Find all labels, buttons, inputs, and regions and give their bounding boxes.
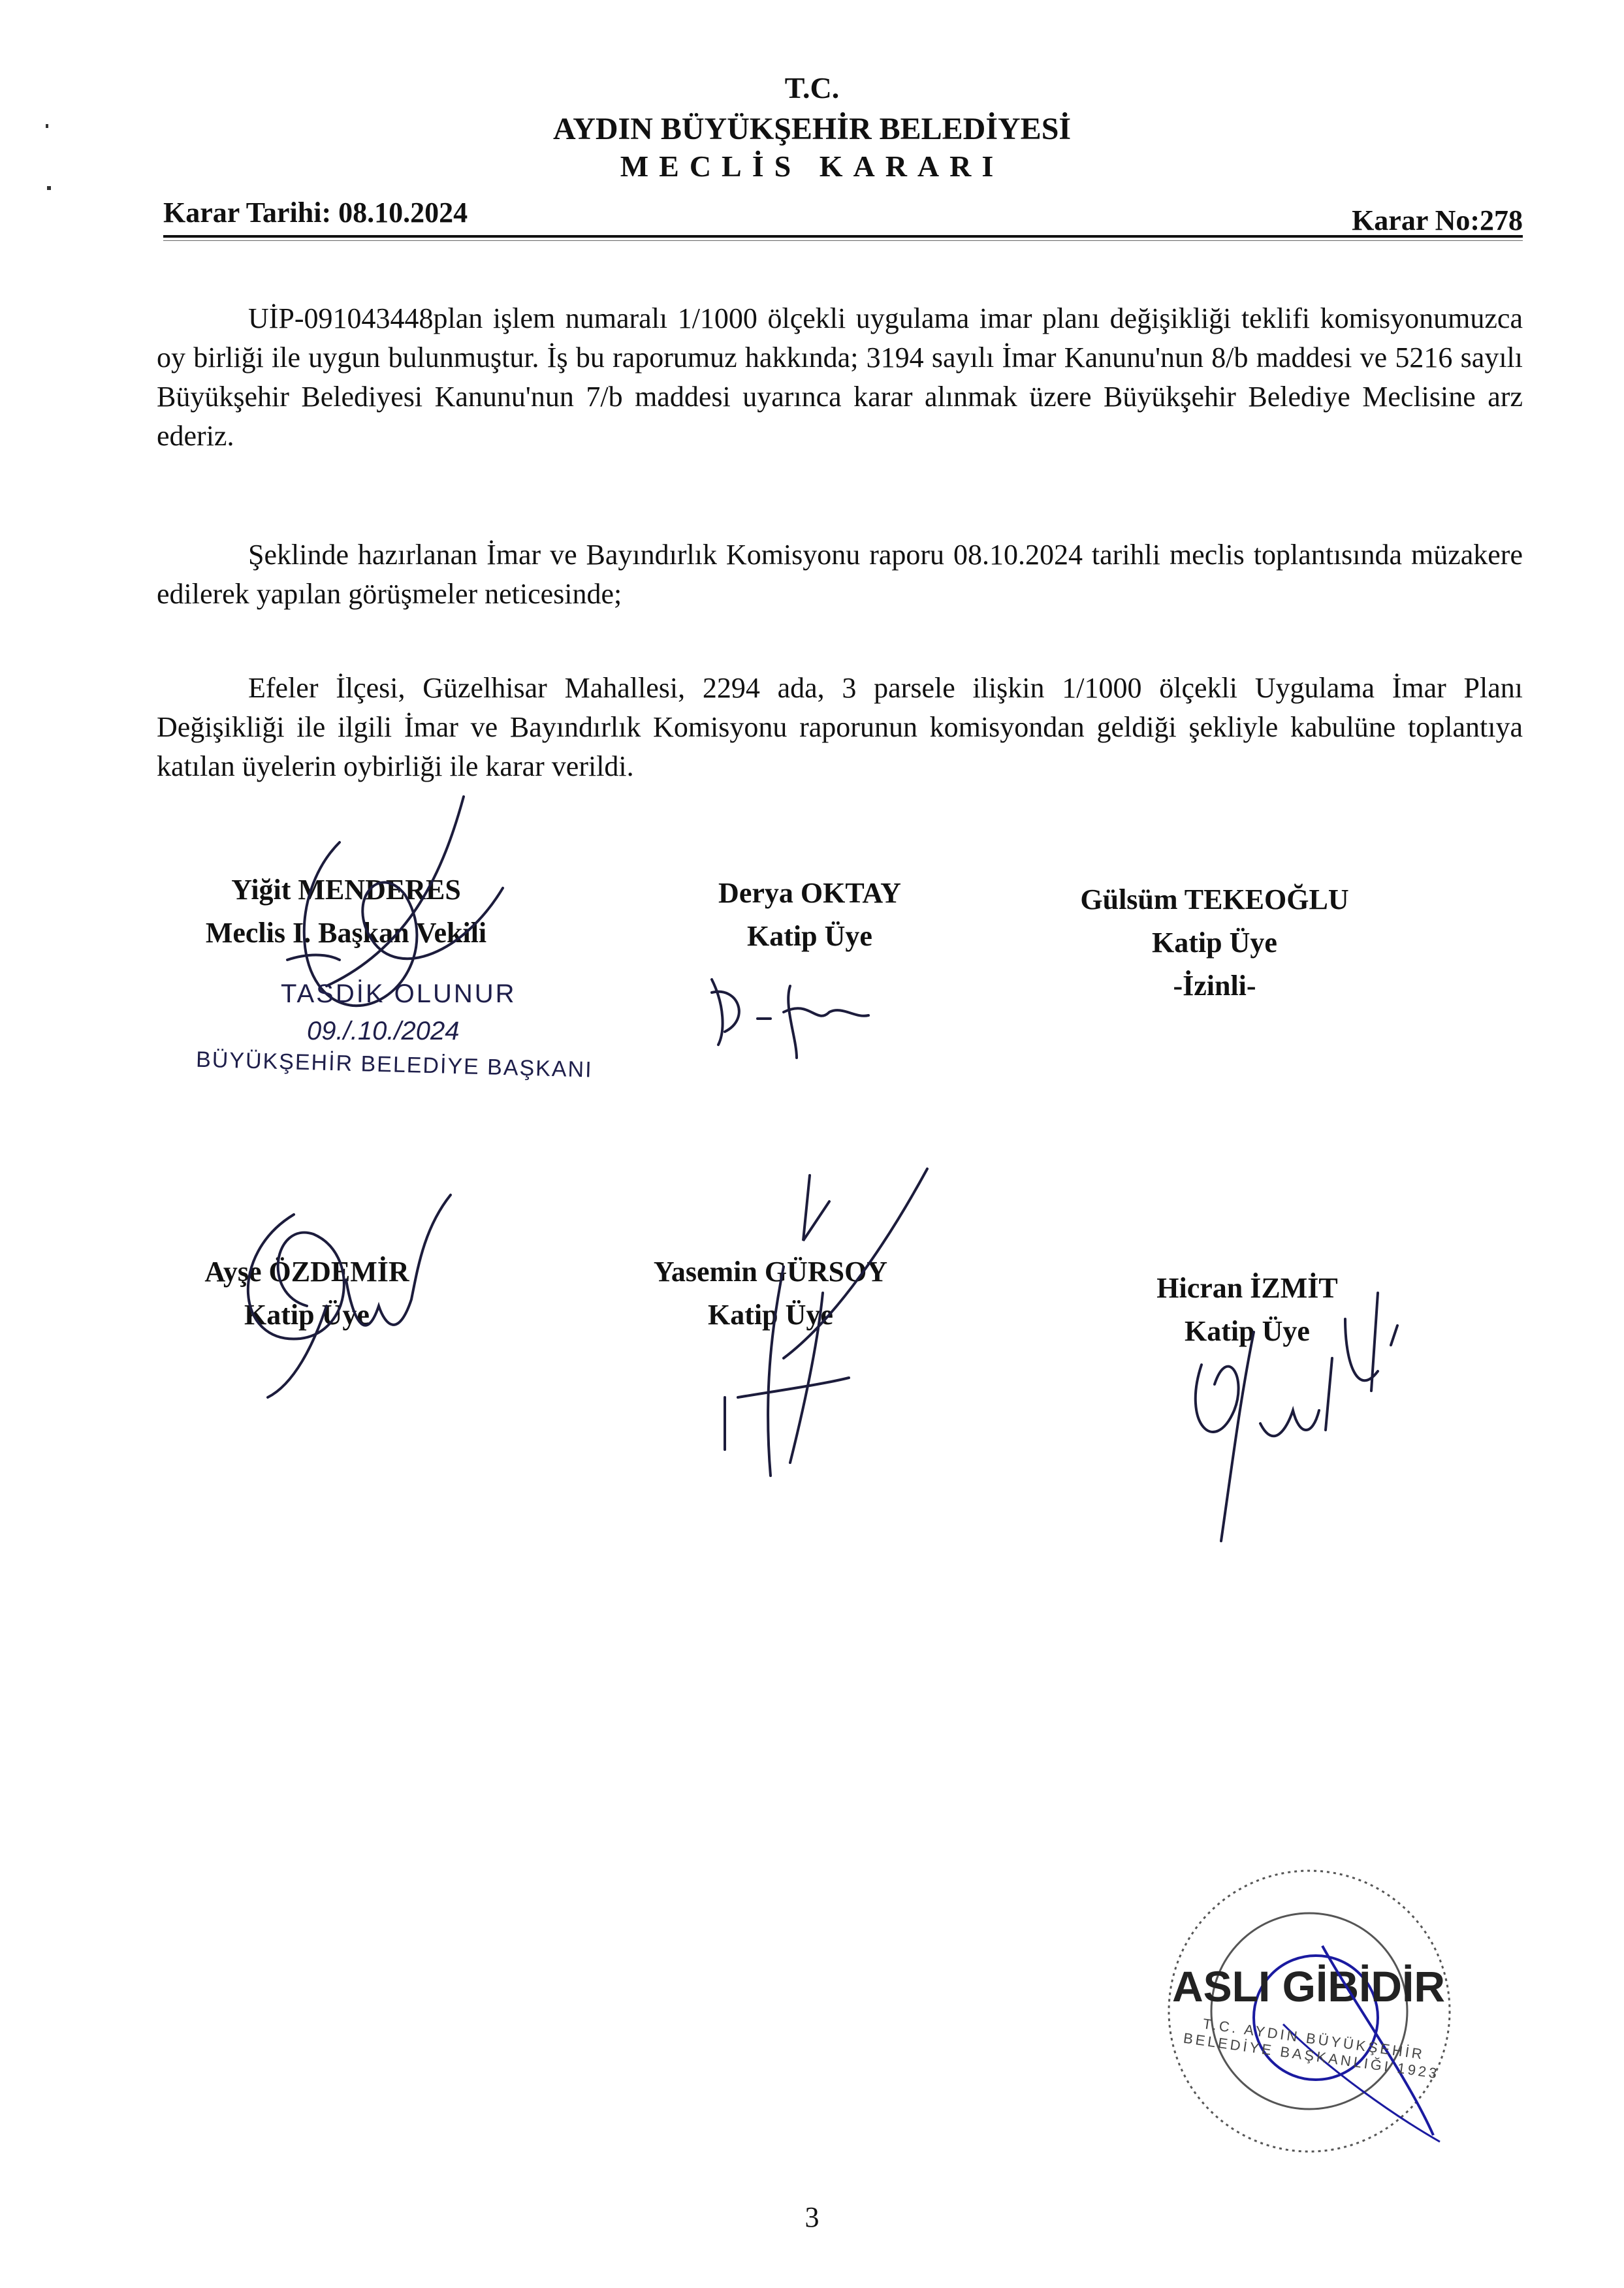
paragraph-2 — [157, 535, 1523, 614]
signatory-name: Ayşe ÖZDEMİR — [204, 1256, 409, 1288]
header-document-type: MECLİS KARARI — [620, 150, 1004, 183]
signatory-role: Katip Üye — [1152, 927, 1277, 959]
paragraph-2-text: Şeklinde hazırlanan İmar ve Bayındırlık Komisyonu raporu 08.10.2024 tarihli meclis toplantısında müzakere edilerek yapılan görüşmeler neticesinde; — [157, 539, 1523, 610]
signatory-clerk-1 — [653, 872, 966, 958]
approval-stamp-date: 09./.10./2024 — [307, 1017, 460, 1045]
signatory-clerk-2 — [1019, 878, 1410, 1008]
signature-scribble-5 — [653, 1162, 953, 1515]
signatory-role: Katip Üye — [708, 1299, 833, 1331]
official-seal — [1159, 1861, 1459, 2161]
header-organization: AYDIN BÜYÜKŞEHİR BELEDİYESİ — [552, 112, 1072, 146]
signatory-name: Gülsüm TEKEOĞLU — [1080, 883, 1349, 915]
signatory-role: Katip Üye — [244, 1299, 370, 1331]
signatory-name: Yiğit MENDERES — [231, 874, 461, 906]
paragraph-1-text: UİP-091043448plan işlem numaralı 1/1000 ölçekli uygulama imar planı değişikliği teklifi komisyonumuzca oy birliği ile uygun bulunmuştur. İş bu raporumuz hakkında; 3194 sayılı İmar Kanunu'nun 8/b maddesi ve 5216 sayılı Büyükşehir Belediyesi Kanunu'nun 7/b maddesi uyarınca karar alınmak üzere Büyükşehir Belediye Meclisine arz ederiz. — [157, 302, 1523, 452]
approval-stamp-title: TASDİK OLUNUR — [281, 979, 517, 1008]
signatory-role: Katip Üye — [747, 920, 872, 952]
paragraph-3-text: Efeler İlçesi, Güzelhisar Mahallesi, 2294 ada, 3 parsele ilişkin 1/1000 ölçekli Uygulama İmar Planı Değişikliği ile ilgili İmar ve Bayındırlık Komisyonu raporunun komisyondan geldiği şekliyle kabulüne toplantıya katılan üyelerin oybirliği ile karar verildi. — [157, 672, 1523, 782]
approval-stamp — [195, 979, 614, 1083]
scan-mark — [47, 186, 51, 190]
page-number: 3 — [804, 2201, 820, 2233]
signature-scribble-4 — [215, 1175, 490, 1410]
signature-scribble-2 — [699, 966, 895, 1064]
paragraph-3 — [157, 669, 1523, 786]
paragraph-1 — [157, 299, 1523, 456]
scan-mark — [46, 124, 48, 128]
approval-stamp-authority: BÜYÜKŞEHİR BELEDİYE BAŞKANI — [195, 1047, 594, 1083]
signatory-name: Derya OKTAY — [718, 877, 901, 909]
decision-date: Karar Tarihi: 08.10.2024 — [163, 197, 468, 229]
signatory-role: Katip Üye — [1185, 1315, 1310, 1347]
header-tc: T.C. — [784, 71, 840, 104]
signatory-name: Hicran İZMİT — [1156, 1272, 1338, 1304]
seal-ring-text: T.C. AYDIN BÜYÜKŞEHİR BELEDİYE BAŞKANLIĞI 1923 — [1182, 2015, 1441, 2082]
signatory-role: Meclis I. Başkan Vekili — [205, 917, 487, 949]
signature-scribble-6 — [1162, 1280, 1437, 1561]
seal-text: ASLI GİBİDİR — [1172, 1962, 1446, 2010]
header-rule — [163, 235, 1523, 238]
header-rule-thin — [163, 240, 1523, 241]
signatory-note: -İzinli- — [1173, 970, 1256, 1002]
decision-number: Karar No:278 — [1352, 204, 1523, 236]
signatory-name: Yasemin GÜRSOY — [653, 1256, 888, 1288]
